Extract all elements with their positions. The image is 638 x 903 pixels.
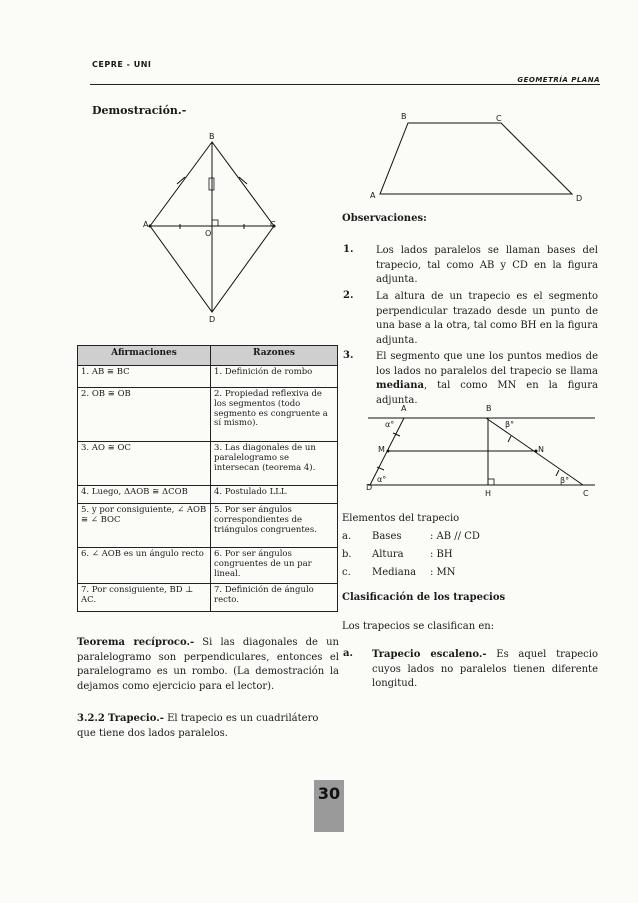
elem-num: a. bbox=[342, 531, 352, 542]
table-row bbox=[78, 486, 338, 504]
obs-3-bold: mediana bbox=[376, 380, 424, 391]
trap2-label-c: C bbox=[583, 489, 589, 498]
row-razon: Por ser ángulos correspondientes de triángulos congruentes. bbox=[214, 505, 317, 535]
header-rule bbox=[90, 84, 600, 85]
teorema-text: Si las diagonales de un paralelogramo son perpendiculares, entonces el paralelogramo es un rombo. (La demostración la dejamos como ejercicio para el lector). bbox=[77, 637, 339, 692]
trap2-beta-top: β° bbox=[505, 420, 515, 429]
obs-3-pre: El segmento que une los puntos medios de los lados no paralelos del trapecio se llama bbox=[376, 351, 598, 377]
row-razon: Propiedad reflexiva de los segmentos (todo segmento es congruente a sí mismo). bbox=[214, 389, 328, 429]
row-num: 7. bbox=[214, 585, 223, 595]
obs-3-post: , tal como MN en la figura adjunta. bbox=[376, 380, 598, 406]
row-num: 1. bbox=[81, 367, 90, 377]
clasif-item-title: Trapecio escaleno.- bbox=[372, 649, 487, 660]
row-razon: Postulado LLL bbox=[224, 487, 287, 497]
proof-table bbox=[77, 345, 338, 612]
col-header-afirmaciones: Afirmaciones bbox=[78, 346, 211, 366]
trap2-label-m: M bbox=[378, 445, 385, 454]
clasif-item bbox=[372, 648, 598, 692]
rhombus-figure bbox=[140, 130, 290, 330]
table-row bbox=[78, 504, 338, 548]
elem-value: : MN bbox=[430, 567, 456, 578]
page-number: 30 bbox=[314, 780, 344, 832]
trap2-label-a: A bbox=[401, 404, 407, 413]
elem-num: c. bbox=[342, 567, 351, 578]
elem-num: b. bbox=[342, 549, 352, 560]
teorema-title: Teorema recíproco.- bbox=[77, 637, 195, 648]
trap1-label-d: D bbox=[576, 194, 583, 203]
table-row bbox=[78, 584, 338, 612]
trap1-label-a: A bbox=[370, 191, 376, 200]
elem-label: Bases bbox=[372, 531, 402, 542]
rhombus-label-b: B bbox=[209, 132, 215, 141]
clasif-intro: Los trapecios se clasifican en: bbox=[342, 621, 495, 632]
table-row bbox=[78, 548, 338, 584]
row-afirmacion: Luego, ΔAOB ≅ ΔCOB bbox=[91, 487, 188, 497]
clasif-item-num: a. bbox=[343, 648, 353, 659]
trap1-label-b: B bbox=[401, 112, 407, 121]
elem-value: : AB // CD bbox=[430, 531, 480, 542]
elem-value: : BH bbox=[430, 549, 453, 560]
rhombus-label-c: C bbox=[270, 220, 276, 229]
obs-1-num: 1. bbox=[343, 244, 354, 255]
rhombus-label-d: D bbox=[209, 315, 216, 324]
clasif-item-text: Es aquel trapecio cuyos lados no paralelos tienen diferente longitud. bbox=[372, 649, 598, 689]
elementos-title: Elementos del trapecio bbox=[342, 513, 460, 524]
row-num: 3. bbox=[214, 443, 223, 453]
obs-1-text: Los lados paralelos se llaman bases del trapecio, tal como AB y CD en la figura adjunta. bbox=[376, 245, 598, 285]
row-num: 6. bbox=[81, 549, 90, 559]
row-afirmacion: Por consiguiente, BD ⊥ AC. bbox=[81, 585, 194, 605]
trap2-label-n: N bbox=[538, 445, 544, 454]
elem-label: Altura bbox=[372, 549, 404, 560]
obs-title: Observaciones: bbox=[342, 213, 427, 224]
trap2-label-d: D bbox=[366, 483, 373, 492]
trap1-label-c: C bbox=[496, 114, 502, 123]
rhombus-label-a: A bbox=[143, 220, 149, 229]
row-num: 5. bbox=[81, 505, 90, 515]
row-num: 4. bbox=[214, 487, 223, 497]
section-title: Trapecio.- bbox=[108, 713, 164, 724]
row-afirmacion: AB ≅ BC bbox=[91, 367, 130, 377]
row-num: 1. bbox=[214, 367, 223, 377]
obs-3-text bbox=[376, 350, 598, 408]
trap2-alpha-top: α° bbox=[385, 420, 395, 429]
trap2-label-h: H bbox=[485, 489, 492, 498]
row-num: 6. bbox=[214, 549, 223, 559]
trap2-label-b: B bbox=[486, 404, 492, 413]
header-right: GEOMETRÍA PLANA bbox=[517, 76, 600, 84]
row-razon: Definición de rombo bbox=[224, 367, 313, 377]
row-razon: Definición de ángulo recto. bbox=[214, 585, 314, 605]
table-row bbox=[78, 388, 338, 442]
row-afirmacion: OB ≅ OB bbox=[91, 389, 131, 399]
section-text: El trapecio es un cuadrilátero que tiene dos lados paralelos. bbox=[77, 713, 319, 739]
section-num: 3.2.2 bbox=[77, 713, 105, 724]
obs-3-num: 3. bbox=[343, 350, 354, 361]
row-afirmacion: y por consiguiente, ∠ AOB ≅ ∠ BOC bbox=[81, 505, 207, 525]
row-num: 7. bbox=[81, 585, 90, 595]
table-row bbox=[78, 366, 338, 388]
row-razon: Las diagonales de un paralelogramo se intersecan (teorema 4). bbox=[214, 443, 316, 473]
col-header-razones: Razones bbox=[211, 346, 338, 366]
obs-2-num: 2. bbox=[343, 290, 354, 301]
row-num: 3. bbox=[81, 443, 90, 453]
demo-title: Demostración.- bbox=[92, 104, 187, 117]
section-trapecio bbox=[77, 712, 339, 741]
row-afirmacion: ∠ AOB es un ángulo recto bbox=[91, 549, 204, 559]
elementos-item-c bbox=[342, 566, 456, 581]
row-afirmacion: AO ≅ OC bbox=[91, 443, 131, 453]
trapezoid-figure-2 bbox=[360, 405, 600, 500]
elementos-item-b bbox=[342, 548, 453, 563]
row-razon: Por ser ángulos congruentes de un par lineal. bbox=[214, 549, 312, 579]
elementos-item-a bbox=[342, 530, 480, 545]
trapezoid-figure-1 bbox=[370, 112, 590, 207]
rhombus-label-o: O bbox=[205, 229, 212, 238]
table-row bbox=[78, 442, 338, 486]
teorema-paragraph bbox=[77, 636, 339, 694]
row-num: 2. bbox=[81, 389, 90, 399]
header-left: CEPRE - UNI bbox=[92, 60, 152, 69]
row-num: 4. bbox=[81, 487, 90, 497]
row-num: 5. bbox=[214, 505, 223, 515]
trap2-beta-bottom: β° bbox=[560, 476, 570, 485]
clasif-title: Clasificación de los trapecios bbox=[342, 592, 506, 603]
trap2-alpha-bottom: α° bbox=[377, 475, 387, 484]
obs-2-text: La altura de un trapecio es el segmento perpendicular trazado desde un punto de una base a la otra, tal como BH en la figura adjunta. bbox=[376, 291, 598, 346]
elem-label: Mediana bbox=[372, 567, 417, 578]
row-num: 2. bbox=[214, 389, 223, 399]
